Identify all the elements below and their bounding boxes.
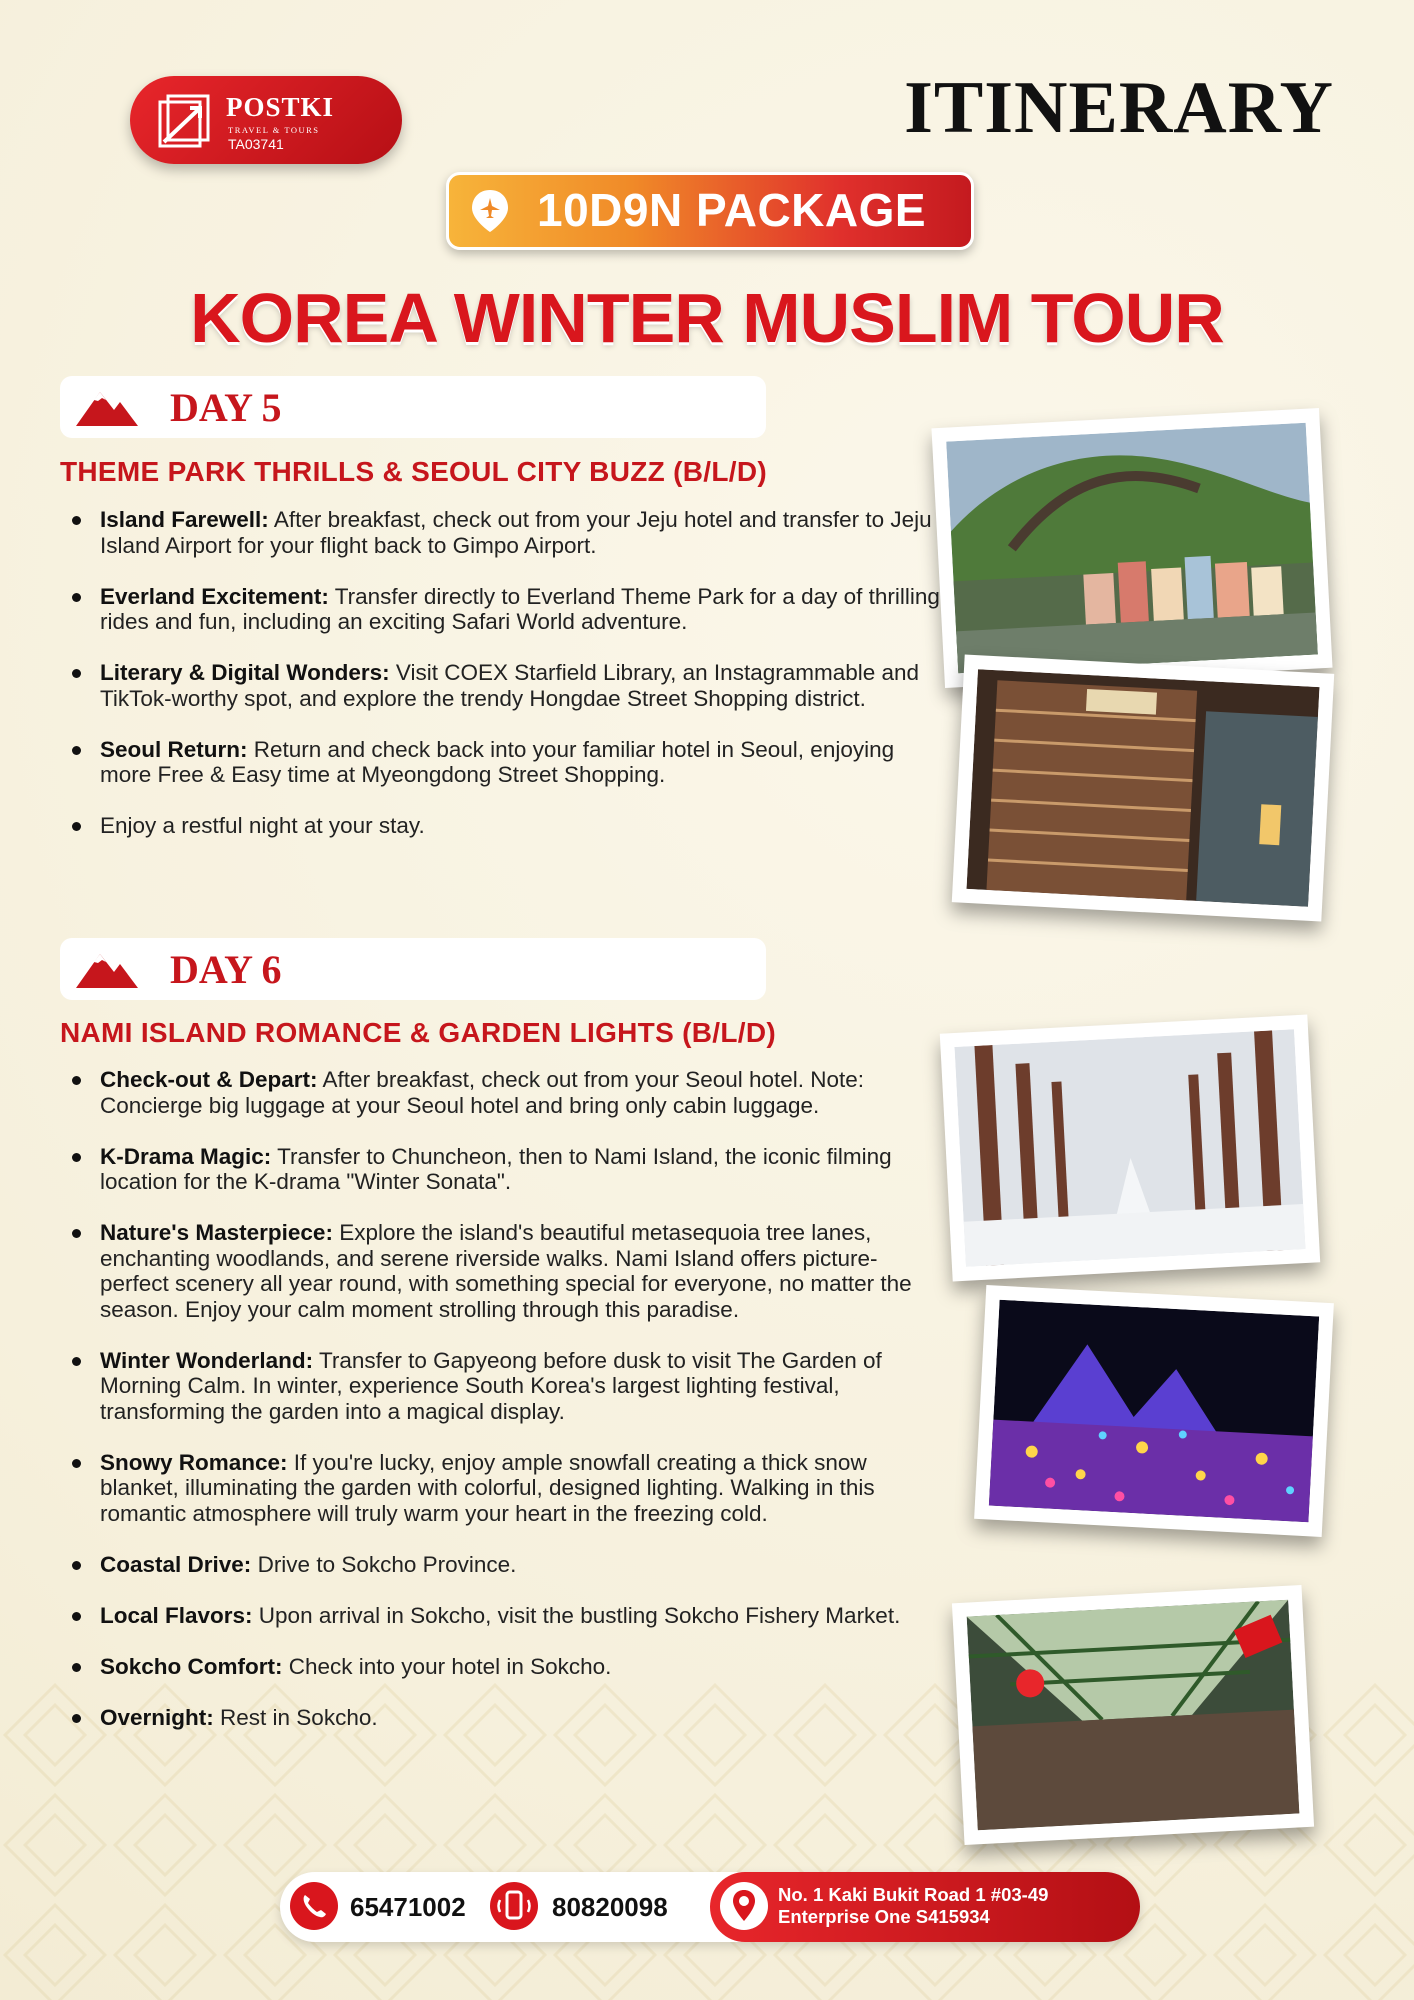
address-line-2: Enterprise One S415934 (778, 1906, 990, 1927)
list-item: Overnight: Rest in Sokcho. (100, 1705, 940, 1731)
list-item: Island Farewell: After breakfast, check out from your Jeju hotel and transfer to Jeju Island Airport for your flight back to Gimpo Airport. (100, 507, 940, 558)
mobile-number[interactable]: 80820098 (552, 1892, 668, 1922)
list-item: K-Drama Magic: Transfer to Chuncheon, then to Nami Island, the iconic filming location for the K-drama "Winter Sonata". (100, 1144, 940, 1195)
package-badge (446, 172, 974, 250)
list-item: Enjoy a restful night at your stay. (100, 813, 940, 839)
brand-name: POSTKI (226, 92, 335, 122)
list-item: Nature's Masterpiece: Explore the island's beautiful metasequoia tree lanes, enchanting woodlands, and serene riverside walks. Nami Island offers picture-perfect scenery all year round, with something special for everyone, no matter the season. Enjoy your calm moment strolling through this paradise. (100, 1220, 940, 1322)
starfield-library-photo (952, 654, 1334, 921)
logo-mark (156, 90, 218, 152)
mountain-icon (74, 386, 140, 428)
sokcho-market-image (967, 1600, 1300, 1831)
brand-tagline: TRAVEL & TOURS (228, 125, 320, 135)
list-item: Coastal Drive: Drive to Sokcho Province. (100, 1552, 940, 1578)
day-6-list (60, 1067, 940, 1730)
contact-footer (280, 1872, 1140, 1942)
list-item: Sokcho Comfort: Check into your hotel in Sokcho. (100, 1654, 940, 1680)
day-5-header (60, 376, 766, 438)
day-5-subtitle: THEME PARK THRILLS & SEOUL CITY BUZZ (B/L/D) (60, 456, 767, 487)
address-line-1: No. 1 Kaki Bukit Road 1 #03-49 (778, 1884, 1049, 1905)
address-pill (710, 1872, 1140, 1942)
nami-island-photo (940, 1015, 1320, 1282)
everland-photo (931, 408, 1332, 688)
list-item: Check-out & Depart: After breakfast, check out from your Seoul hotel. Note: Concierge big luggage at your Seoul hotel and bring only cabin luggage. (100, 1067, 940, 1118)
list-item: Winter Wonderland: Transfer to Gapyeong before dusk to visit The Garden of Morning Calm. In winter, experience South Korea's largest lighting festival, transforming the garden into a magical display. (100, 1348, 940, 1425)
day-5-label: DAY 5 (170, 385, 282, 430)
location-pin-icon (720, 1882, 768, 1930)
library-image (966, 669, 1319, 907)
nami-island-image (954, 1029, 1305, 1266)
list-item: Literary & Digital Wonders: Visit COEX Starfield Library, an Instagrammable and TikTok-worthy spot, and explore the trendy Hongdae Street Shopping district. (100, 660, 940, 711)
page-heading: ITINERARY (904, 67, 1334, 149)
plane-pin-icon (469, 188, 511, 234)
day-5-list (60, 507, 940, 839)
phone-icon (290, 1882, 338, 1930)
everland-image (946, 423, 1318, 674)
phone-number[interactable]: 65471002 (350, 1892, 466, 1922)
day-6-label: DAY 6 (170, 947, 282, 992)
list-item: Snowy Romance: If you're lucky, enjoy ample snowfall creating a thick snow blanket, illuminating the garden with colorful, designed lighting. Walking in this romantic atmosphere will truly warm your heart in the freezing cold. (100, 1450, 940, 1527)
license-number: TA03741 (228, 136, 284, 152)
mobile-icon (490, 1882, 538, 1930)
day-6-subtitle: NAMI ISLAND ROMANCE & GARDEN LIGHTS (B/L/D) (60, 1017, 776, 1048)
package-label: 10D9N PACKAGE (537, 184, 927, 236)
list-item: Everland Excitement: Transfer directly to Everland Theme Park for a day of thrilling rides and fun, including an exciting Safari World adventure. (100, 583, 940, 634)
sokcho-market-photo (952, 1585, 1314, 1845)
mountain-icon (74, 948, 140, 990)
garden-lights-image (989, 1300, 1319, 1522)
day-6-header (60, 938, 766, 1000)
address[interactable] (778, 1884, 1048, 1928)
brand-logo[interactable] (130, 76, 402, 164)
list-item: Seoul Return: Return and check back into your familiar hotel in Seoul, enjoying more Free & Easy time at Myeongdong Street Shopping. (100, 737, 940, 788)
tour-title: KOREA WINTER MUSLIM TOUR (190, 279, 1224, 357)
garden-lights-photo (974, 1285, 1334, 1537)
list-item: Local Flavors: Upon arrival in Sokcho, visit the bustling Sokcho Fishery Market. (100, 1603, 940, 1629)
